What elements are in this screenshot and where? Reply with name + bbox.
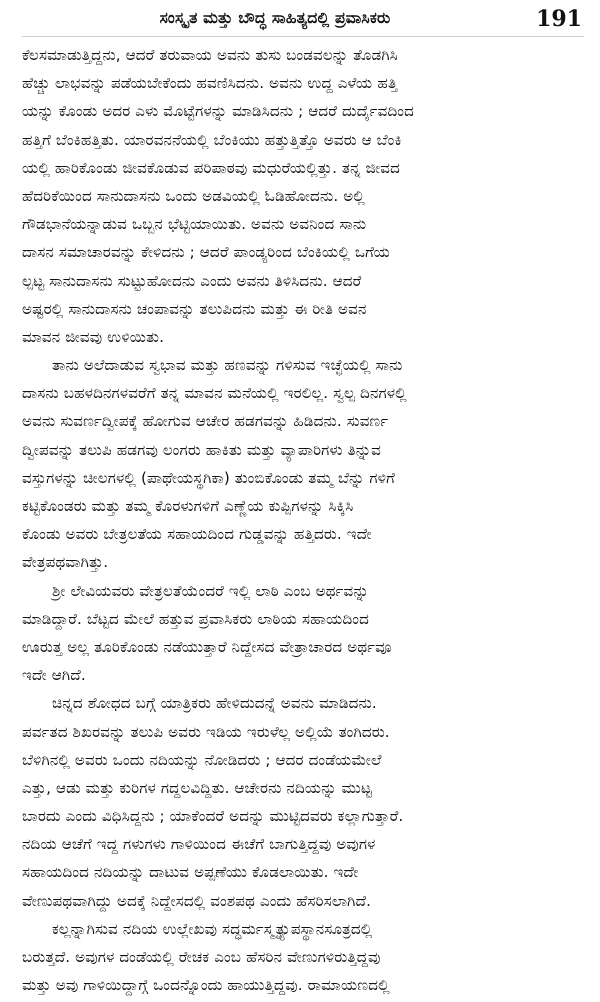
paragraph	[22, 689, 584, 915]
text-line: ಮಾಡಿದ್ದಾರೆ. ಬೆಟ್ಟದ ಮೇಲೆ ಹತ್ತುವ ಪ್ರವಾಸಿಕರು ಲಾಠಿಯ ಸಹಾಯದಿಂದ	[22, 609, 370, 628]
text-line: ಅಷ್ಟರಲ್ಲಿ ಸಾನುದಾಸನು ಚಂಪಾವನ್ನು ತಲುಪಿದನು ಮತ್ತು ಈ ರೀತಿ ಅವನ	[22, 299, 367, 318]
running-header	[22, 6, 584, 37]
text-line: ಶ್ರೀ ಲೇವಿಯವರು ವೇತ್ರಲತೆಯೆಂದರೆ ಇಲ್ಲಿ ಲಾಠಿ ಎಂಬ ಅರ್ಥವನ್ನು	[52, 581, 369, 600]
text-line: ಸಹಾಯದಿಂದ ನದಿಯನ್ನು ದಾಟುವ ಅಪ್ಪಣೆಯು ಕೊಡಲಾಯಿತು. ಇದೇ	[22, 863, 359, 882]
text-line: ಕೊಂಡು ಅವರು ಬೇತ್ರಲತೆಯ ಸಹಾಯದಿಂದ ಗುಡ್ಡವನ್ನು ಹತ್ತಿದರು. ಇದೇ	[22, 525, 372, 544]
text-line: ಮತ್ತು ಅವು ಗಾಳಿಯಿದ್ದಾಗ್ಗೆ ಒಂದನ್ನೊಂದು ಹಾಯುತ್ತಿದ್ದವು. ರಾಮಾಯಣದಲ್ಲಿ	[22, 976, 390, 995]
text-line: ವಸ್ತುಗಳನ್ನು ಚೀಲಗಳಲ್ಲಿ (ಪಾಥೇಯಸ್ಥಗಿಕಾ) ತುಂಬಿಕೊಂಡು ತಮ್ಮ ಬೆನ್ನು ಗಳಿಗೆ	[22, 468, 396, 487]
text-line: ಕಲ್ಲನ್ನಾಗಿಸುವ ನದಿಯ ಉಲ್ಲೇಖವು ಸದ್ಧರ್ಮಸ್ಮೃತ್ಯುಪಸ್ಥಾನಸೂತ್ರದಲ್ಲಿ	[52, 919, 373, 938]
body-text	[22, 41, 584, 999]
paragraph	[22, 915, 584, 1000]
text-line: ದಾಸನು ಬಹಳದಿನಗಳವರೆಗೆ ತನ್ನ ಮಾವನ ಮನೆಯಲ್ಲಿ ಇರಲಿಲ್ಲ. ಸ್ವಲ್ಪ ದಿನಗಳಲ್ಲಿ	[22, 384, 407, 403]
text-line: ಅವನು ಸುವರ್ಣದ್ವೀಪಕ್ಕೆ ಹೋಗುವ ಆಚೇರ ಹಡಗವನ್ನು ಹಿಡಿದನು. ಸುವರ್ಣ	[22, 412, 389, 431]
text-line: ಇದೇ ಆಗಿದೆ.	[22, 666, 86, 685]
paragraph	[22, 577, 584, 690]
text-line: ಯಲ್ಲಿ ಹಾರಿಕೊಂಡು ಜೀವಕೊಡುವ ಪರಿಪಾಠವು ಮಧುರೆಯಲ್ಲಿತ್ತು. ತನ್ನ ಜೀವದ	[22, 158, 401, 177]
text-line: ಹೆಚ್ಚು ಲಾಭವನ್ನು ಪಡೆಯಬೇಕೆಂದು ಹವಣಿಸಿದನು. ಅವನು ಉದ್ದ ಎಳೆಯ ಹತ್ತಿ	[22, 74, 398, 93]
text-line: ಗೌಡಭಾನೆಯನ್ನಾಡುವ ಒಬ್ಬನ ಭೆಟ್ಟಿಯಾಯಿತು. ಅವನು ಅವನಿಂದ ಸಾನು	[22, 215, 367, 234]
text-line: ವೇಣುಪಥವಾಗಿದ್ದು ಅದಕ್ಕೆ ನಿದ್ದೇಸದಲ್ಲಿ ವಂಶಪಥ ಎಂದು ಹೆಸರಿಸಲಾಗಿದೆ.	[22, 891, 372, 910]
text-line: ಯನ್ನು ಕೊಂಡು ಅದರ ಎಳು ಮೊಟ್ಟೆಗಳನ್ನು ಮಾಡಿಸಿದನು ; ಆದರೆ ದುರ್ದೈವದಿಂದ	[22, 102, 415, 121]
text-line: ಎತ್ತು, ಆಡು ಮತ್ತು ಕುರಿಗಳ ಗದ್ದಲವಿದ್ದಿತು. ಆಚೇರನು ನದಿಯನ್ನು ಮುಟ್ಟ	[22, 778, 373, 797]
text-line: ಹತ್ತಿಗೆ ಬೆಂಕಿಹತ್ತಿತು. ಯಾರವನನೆಯಲ್ಲಿ ಬೆಂಕಿಯು ಹತ್ತುತ್ತಿತ್ತೊ ಅವರು ಆ ಬೆಂಕಿ	[22, 130, 402, 149]
paragraph	[22, 41, 584, 351]
paragraph	[22, 351, 584, 577]
text-line: ದ್ವೀಪವನ್ನು ತಲುಪಿ ಹಡಗವು ಲಂಗರು ಹಾಕಿತು ಮತ್ತು ವ್ಯಾಪಾರಿಗಳು ತಿನ್ನುವ	[22, 440, 382, 459]
text-line: ಬಾರದು ಎಂದು ವಿಧಿಸಿದ್ದನು ; ಯಾಕೆಂದರೆ ಅದನ್ನು ಮುಟ್ಟಿದವರು ಕಲ್ಲಾಗುತ್ತಾರೆ.	[22, 807, 404, 826]
text-line: ಕೆಲಸಮಾಡುತ್ತಿದ್ದನು, ಆದರೆ ತರುವಾಯ ಅವನು ತುಸು ಬಂಡವಲನ್ನು ತೊಡಗಿಸಿ	[22, 46, 398, 64]
text-line: ಕಟ್ಟಿಕೊಂಡರು ಮತ್ತು ತಮ್ಮ ಕೊರಳುಗಳಿಗೆ ಎಣ್ಣೆಯ ಕುಪ್ಪಿಗಳನ್ನು ಸಿಕ್ಕಿಸಿ	[22, 497, 354, 515]
text-line: ಮಾವನ ಜೀವವು ಉಳಿಯಿತು.	[22, 327, 165, 346]
text-line: ಚಿನ್ನದ ಶೋಧದ ಬಗ್ಗೆ ಯಾತ್ರಿಕರು ಹೇಳಿದುದನ್ನೆ ಅವನು ಮಾಡಿದನು.	[52, 694, 377, 713]
text-line: ಊರುತ್ತ ಅಲ್ಲ ತೂರಿಕೊಂಡು ನಡೆಯುತ್ತಾರೆ ನಿದ್ದೇಸದ ವೇತ್ರಾಚಾರದ ಅರ್ಥವೂ	[22, 637, 392, 656]
text-line: ಬೆಳಿಗಿನಲ್ಲಿ ಅವರು ಒಂದು ನದಿಯನ್ನು ನೋಡಿದರು ; ಆದರ ದಂಡೆಯಮೇಲೆ	[22, 750, 382, 769]
text-line: ವೇತ್ರಪಥವಾಗಿತ್ತು.	[22, 553, 109, 572]
text-line: ತಾನು ಅಲೆದಾಡುವ ಸ್ವಭಾವ ಮತ್ತು ಹಣವನ್ನು ಗಳಿಸುವ ಇಚ್ಛೆಯಲ್ಲಿ ಸಾನು	[52, 356, 403, 375]
text-line: ಬರುತ್ತದೆ. ಅವುಗಳ ದಂಡೆಯಲ್ಲಿ ರೇಚಕ ಎಂಬ ಹೆಸರಿನ ವೇಣುಗಳಿರುತ್ತಿದ್ದವು	[22, 948, 381, 966]
text-line: ಪರ್ವತದ ಶಿಖರವನ್ನು ತಲುಪಿ ಅವರು ಇಡಿಯ ಇರುಳೆಲ್ಲ ಅಲ್ಲಿಯೆ ತಂಗಿದರು.	[22, 722, 390, 741]
text-line: ಲ್ಪಟ್ಟ ಸಾನುದಾಸನು ಸುಟ್ಟುಹೋದನು ಎಂದು ಅವನು ತಿಳಿಸಿದನು. ಆದರೆ	[22, 271, 362, 290]
text-line: ನದಿಯ ಆಚೆಗೆ ಇದ್ದ ಗಳುಗಳು ಗಾಳಿಯಿಂದ ಈಚೆಗೆ ಬಾಗುತ್ತಿದ್ದವು ಅವುಗಳ	[22, 835, 376, 854]
chapter-title: ಸಂಸ್ಕೃತ ಮತ್ತು ಬೌದ್ಧ ಸಾಹಿತ್ಯದಲ್ಲಿ ಪ್ರವಾಸಿಕರು	[159, 9, 391, 27]
text-line: ಹೆದರಿಕೆಯಿಂದ ಸಾನುದಾಸನು ಒಂದು ಅಡವಿಯಲ್ಲಿ ಓಡಿಹೋದನು. ಅಲ್ಲಿ	[22, 186, 365, 205]
text-line: ದಾಸನ ಸಮಾಚಾರವನ್ನು ಕೇಳಿದನು ; ಆದರೆ ಪಾಂಡ್ಯರಿಂದ ಬೆಂಕಿಯಲ್ಲಿ ಒಗೆಯ	[22, 243, 390, 262]
page-number: 191	[536, 6, 582, 32]
